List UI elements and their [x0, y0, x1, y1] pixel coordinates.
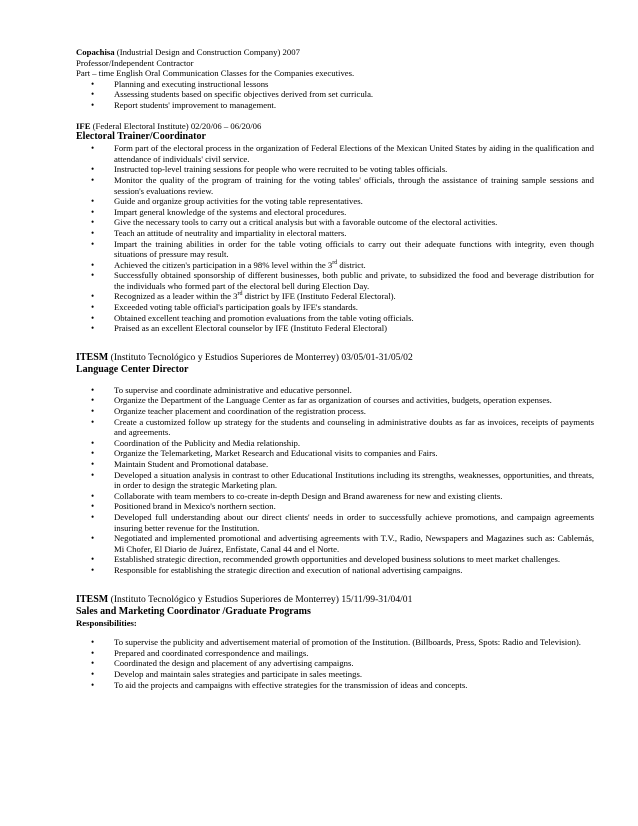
bullet-list: [76, 385, 594, 576]
role-title: Language Center Director: [76, 363, 189, 375]
list-item: • Exceeded voting table official's participation goals by IFE's standards.: [114, 302, 594, 313]
list-item-text: district by IFE (Instituto Federal Electoral).: [242, 291, 396, 302]
list-item: • Form part of the electoral process in the organization of Federal Elections of the Mexican United States by aiding in the qualification and attendance of individuals' civil service.: [114, 143, 594, 164]
bullet-list: [76, 637, 594, 690]
list-item: • Responsible for establishing the strategic direction and execution of national advertising campaigns.: [114, 565, 594, 576]
list-item: • Developed a situation analysis in contrast to other Educational Institutions including its strengths, weaknesses, opportunities, and threats, in order to design the strategic Marketing plan.: [114, 470, 594, 491]
list-item: • To supervise the publicity and advertisement material of promotion of the Institution. (Billboards, Press, Spots: Radio and Television).: [114, 637, 594, 648]
copachisa-section: [76, 47, 594, 111]
itesm-director-section: [76, 352, 594, 576]
company-name: ITESM: [76, 593, 109, 605]
superscript: rd: [237, 291, 243, 298]
company-descriptor: (Instituto Tecnológico y Estudios Superiores de Monterrey) 03/05/01-31/05/02: [108, 351, 413, 363]
list-item: • Develop and maintain sales strategies and participate in sales meetings.: [114, 669, 594, 680]
list-item: • Planning and executing instructional lessons: [114, 79, 594, 90]
list-item: • Organize teacher placement and coordination of the registration process.: [114, 406, 594, 417]
list-item: • Developed full understanding about our direct clients' needs in order to successfully achieve promotions, and campaign agreements insuring better revenue for the Institution.: [114, 512, 594, 533]
list-item: • Monitor the quality of the program of training for the voting tables' officials, through the assistance of training sample sessions and session's evaluations review.: [114, 175, 594, 196]
copachisa-header: [76, 47, 594, 58]
list-item: • Instructed top-level training sessions for people who were recruited to be voting tables officials.: [114, 164, 594, 175]
list-item: [114, 260, 594, 271]
itesm-header: [76, 352, 594, 364]
company-descriptor: (Instituto Tecnológico y Estudios Superiores de Monterrey) 15/11/99-31/04/01: [108, 593, 413, 605]
list-item: • Organize the Department of the Language Center as far as organization of courses and activities, budgets, operation expenses.: [114, 395, 594, 406]
list-item: • Established strategic direction, recommended growth opportunities and developed business solutions to meet market challenges.: [114, 554, 594, 565]
company-name: IFE: [76, 120, 91, 131]
role-line: Professor/Independent Contractor: [76, 57, 194, 68]
list-item: • Obtained excellent teaching and promotion evaluations from the table voting officials.: [114, 313, 594, 324]
list-item: • Guide and organize group activities for the voting table representatives.: [114, 196, 594, 207]
list-item: • Create a customized follow up strategy for the students and counseling in administrative doubts as far as invoices, receipts of payments and agreements.: [114, 417, 594, 438]
list-item-text: Recognized as a leader within the 3: [114, 291, 238, 302]
list-item: • Report students' improvement to management.: [114, 100, 594, 111]
list-item: • Collaborate with team members to co-create in-depth Design and Brand awareness for new and existing clients.: [114, 491, 594, 502]
company-descriptor: (Industrial Design and Construction Company) 2007: [114, 47, 300, 57]
responsibilities-label: Responsibilities:: [76, 617, 137, 628]
list-item-text: district.: [337, 259, 366, 270]
list-item: • Impart the training abilities in order for the table voting officials to carry out their adequate functions with integrity, even though situations of pressure may result.: [114, 239, 594, 260]
bullet-list: [76, 143, 594, 334]
list-item: • Organize the Telemarketing, Market Research and Educational visits to companies and Fairs.: [114, 448, 594, 459]
list-item: • Assessing students based on specific objectives derived from set curricula.: [114, 89, 594, 100]
itesm-sales-section: [76, 594, 594, 691]
list-item: • Maintain Student and Promotional database.: [114, 459, 594, 470]
list-item: • To aid the projects and campaigns with effective strategies for the transmission of ideas and concepts.: [114, 680, 594, 691]
company-name: ITESM: [76, 351, 109, 363]
list-item: [114, 291, 594, 302]
list-item-text: Achieved the citizen's participation in a 98% level within the 3: [114, 259, 333, 270]
list-item: • Give the necessary tools to carry out a critical analysis but with a favorable outcome of the electoral activities.: [114, 217, 594, 228]
ife-header: [76, 121, 594, 132]
list-item: • Negotiated and implemented promotional and advertising agreements with T.V., Radio, Newspapers and Magazines such as: Cablemás, Mi Chofer, El Diario de Juárez, Enfístate, Canal 44 and el Norte.: [114, 533, 594, 554]
itesm-header: [76, 594, 594, 606]
bullet-list: [76, 79, 594, 111]
list-item: • Teach an attitude of neutrality and impartiality in electoral matters.: [114, 228, 594, 239]
list-item: • Successfully obtained sponsorship of different businesses, both public and private, to subsidized the food and beverage distribution for the individuals who formed part of the electoral bell during Election Day.: [114, 270, 594, 291]
list-item: • Positioned brand in Mexico's northern section.: [114, 501, 594, 512]
list-item: • To supervise and coordinate administrative and educative personnel.: [114, 385, 594, 396]
list-item: • Prepared and coordinated correspondence and mailings.: [114, 648, 594, 659]
ife-section: [76, 121, 594, 334]
superscript: rd: [332, 259, 338, 266]
list-item: • Impart general knowledge of the systems and electoral procedures.: [114, 207, 594, 218]
list-item: • Coordinated the design and placement of any advertising campaigns.: [114, 658, 594, 669]
role-title: Sales and Marketing Coordinator /Graduate Programs: [76, 605, 311, 617]
list-item: • Coordination of the Publicity and Media relationship.: [114, 438, 594, 449]
company-descriptor: (Federal Electoral Institute) 02/20/06 – 06/20/06: [90, 120, 262, 131]
summary-line: Part – time English Oral Communication Classes for the Companies executives.: [76, 68, 355, 79]
role-title: Electoral Trainer/Coordinator: [76, 131, 206, 143]
list-item: • Praised as an excellent Electoral counselor by IFE (Instituto Federal Electoral): [114, 323, 594, 334]
company-name: Copachisa: [76, 47, 115, 57]
